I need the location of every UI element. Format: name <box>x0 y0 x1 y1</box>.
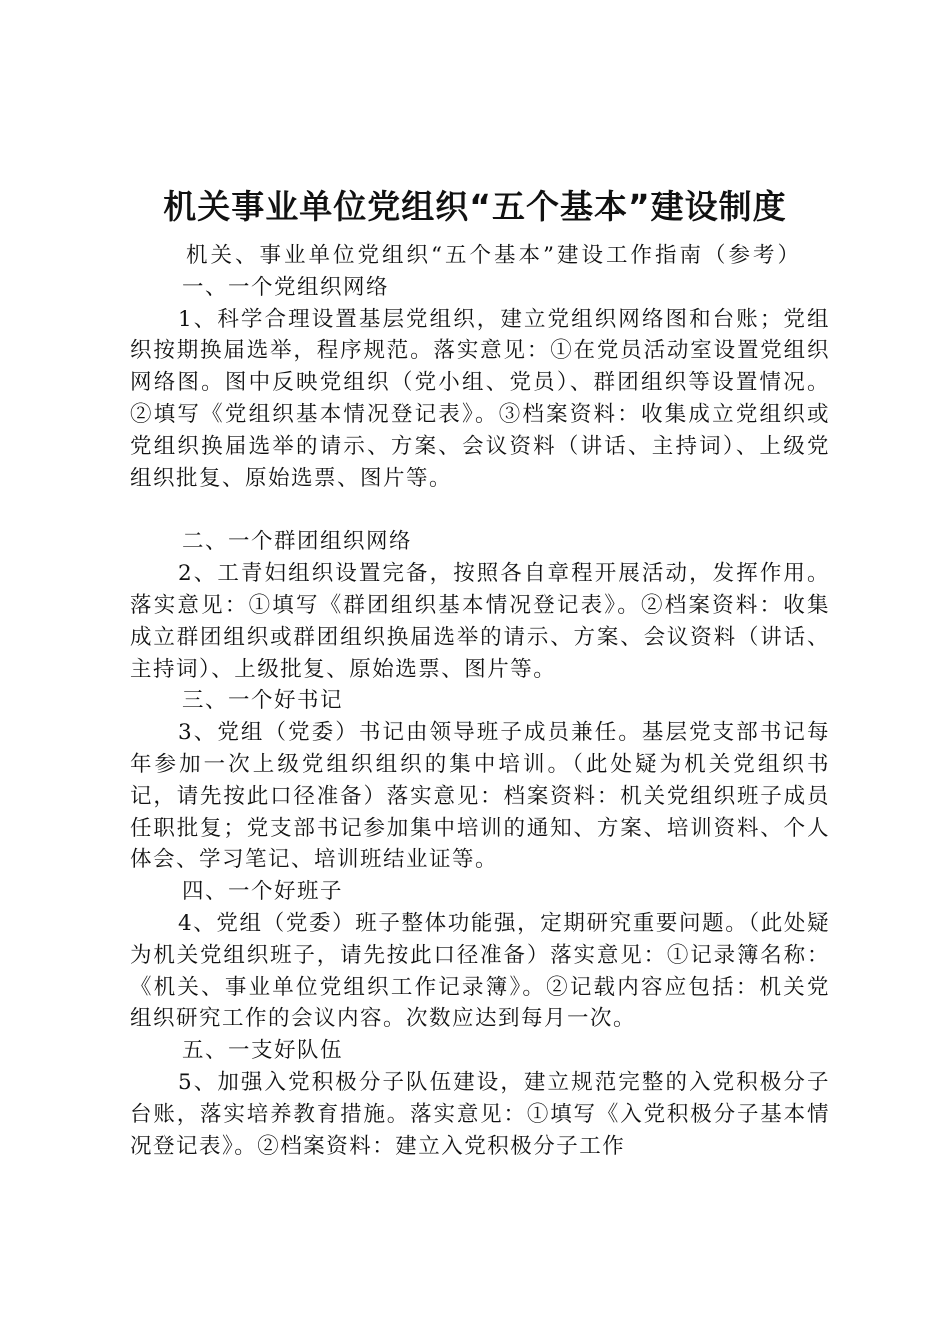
document-body <box>130 240 830 1162</box>
section-heading-4: 四、一个好班子 <box>182 879 344 905</box>
section-item-2: 2、工青妇组织设置完备，按照各自章程开展活动，发挥作用。落实意见：①填写《群团组织基本情况登记表》。②档案资料：收集成立群团组织或群团组织换届选举的请示、方案、会议资料（讲话、主持词）、上级批复、原始选票、图片等。 <box>130 561 830 682</box>
section-heading-3: 三、一个好书记 <box>182 688 344 714</box>
document-subtitle: 机关、事业单位党组织“五个基本”建设工作指南（参考） <box>186 243 802 268</box>
section-heading-5: 五、一支好队伍 <box>182 1038 344 1064</box>
section-item-5: 5、加强入党积极分子队伍建设，建立规范完整的入党积极分子台账，落实培养教育措施。落实意见：①填写《入党积极分子基本情况登记表》。②档案资料：建立入党积极分子工作 <box>130 1069 830 1159</box>
section-heading-2: 二、一个群团组织网络 <box>182 529 413 555</box>
document-title: 机关事业单位党组织“五个基本”建设制度 <box>163 187 787 226</box>
section-item-1: 1、科学合理设置基层党组织，建立党组织网络图和台账；党组织按期换届选举，程序规范。落实意见：①在党员活动室设置党组织网络图。图中反映党组织（党小组、党员）、群团组织等设置情况。②填写《党组织基本情况登记表》。③档案资料：收集成立党组织或党组织换届选举的请示、方案、会议资料（讲话、主持词）、上级党组织批复、原始选票、图片等。 <box>130 306 830 491</box>
section-item-3: 3、党组（党委）书记由领导班子成员兼任。基层党支部书记每年参加一次上级党组织组织的集中培训。（此处疑为机关党组织书记，请先按此口径准备）落实意见：档案资料：机关党组织班子成员任职批复；党支部书记参加集中培训的通知、方案、培训资料、个人体会、学习笔记、培训班结业证等。 <box>130 720 830 873</box>
section-item-4: 4、党组（党委）班子整体功能强，定期研究重要问题。（此处疑为机关党组织班子，请先按此口径准备）落实意见：①记录簿名称：《机关、事业单位党组织工作记录簿》。②记载内容应包括：机关党组织研究工作的会议内容。次数应达到每月一次。 <box>130 910 830 1032</box>
blank-line <box>130 494 830 526</box>
section-heading-1: 一、一个党组织网络 <box>182 274 390 300</box>
